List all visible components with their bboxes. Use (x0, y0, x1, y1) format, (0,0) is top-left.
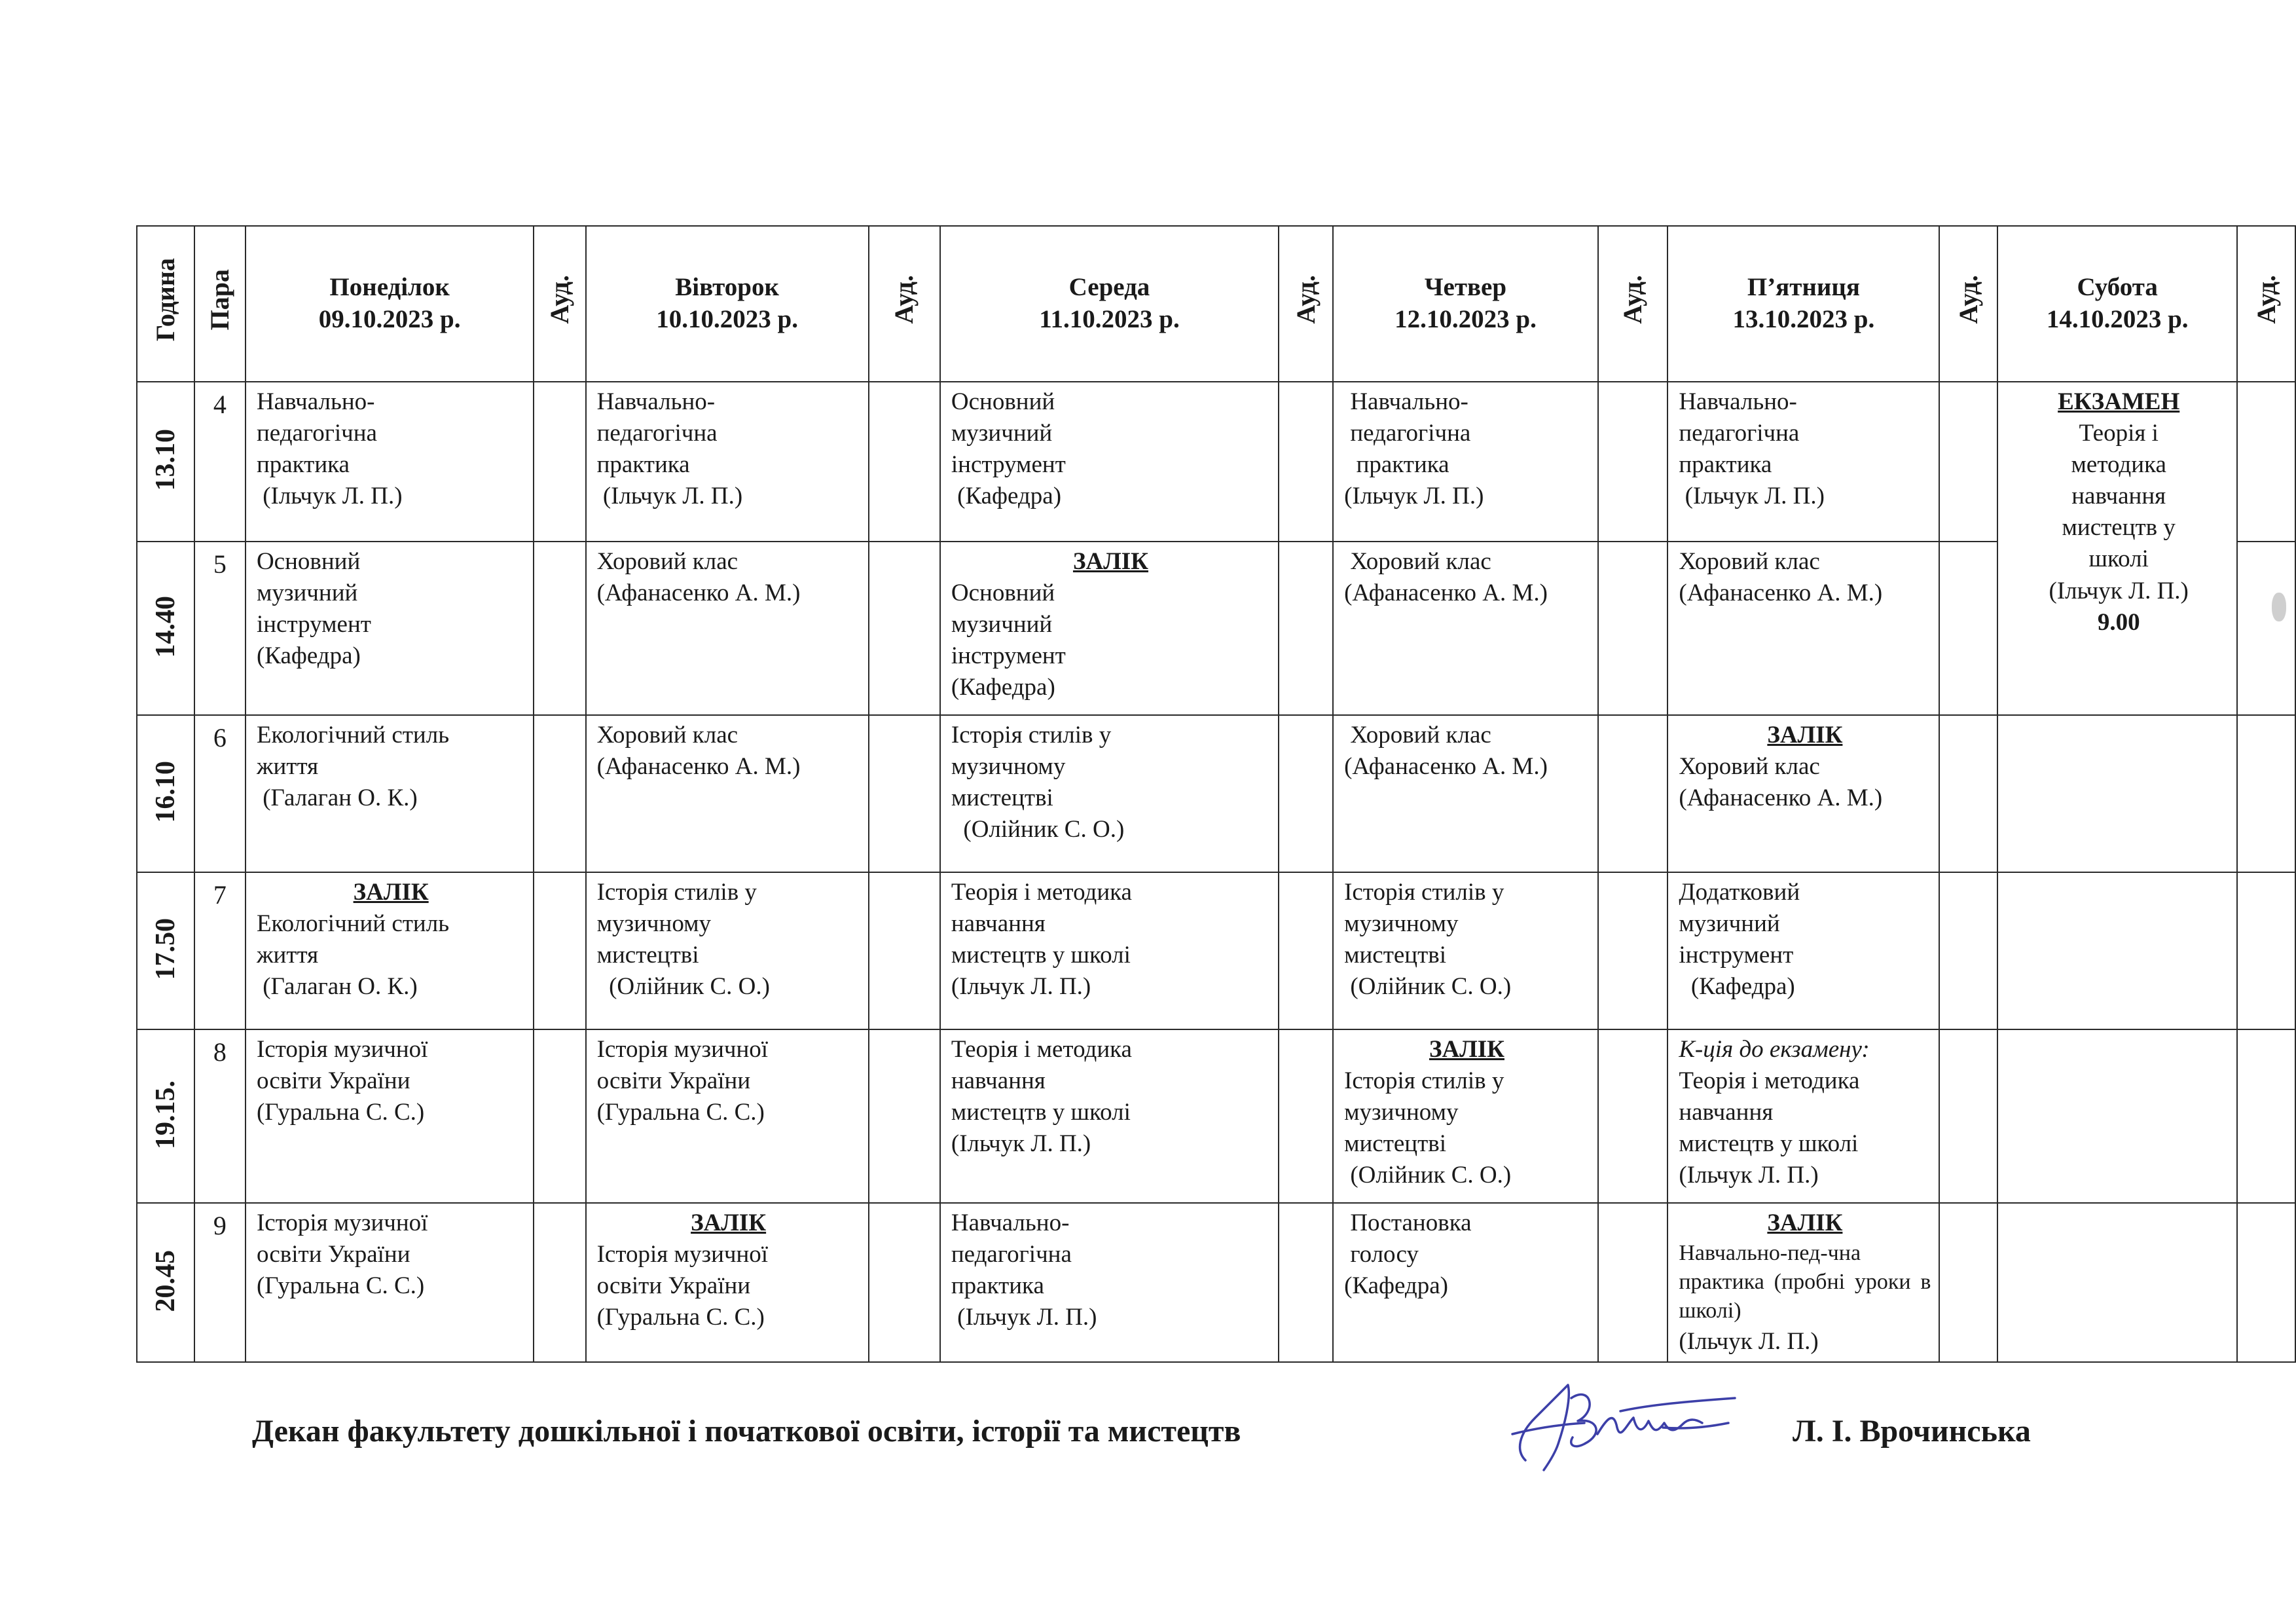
subject-line: мистецтві (596, 942, 699, 969)
header-saturday (1997, 226, 2237, 382)
exam-label: ЗАЛІК (1767, 722, 1843, 748)
exam-label: ЗАЛІК (1767, 1209, 1843, 1236)
day-name: Четвер (1424, 273, 1507, 302)
aud-cell (2237, 382, 2295, 542)
class-cell (586, 715, 869, 872)
schedule-row (137, 382, 2295, 542)
subject-line: музичному (951, 753, 1066, 781)
subject-line: (Кафедра) (1344, 1272, 1448, 1300)
class-cell (1667, 542, 1939, 715)
subject-line: практика (1344, 451, 1449, 479)
schedule-row (137, 1029, 2295, 1203)
aud-cell (1939, 1029, 1997, 1203)
aud-cell (1939, 1203, 1997, 1362)
class-cell (586, 542, 869, 715)
aud-cell (1939, 382, 1997, 542)
subject-line: голосу (1344, 1241, 1419, 1268)
aud-cell (2237, 542, 2295, 715)
header-aud: Ауд. (2237, 226, 2295, 382)
aud-cell (1279, 382, 1333, 542)
class-cell (1667, 1203, 1939, 1362)
subject-line: (Ільчук Л. П.) (1679, 1162, 1819, 1189)
subject-line: (Ільчук Л. П.) (951, 1130, 1091, 1158)
class-cell-empty (1997, 1203, 2237, 1362)
subject-line: (Афанасенко А. М.) (1679, 580, 1883, 607)
subject-line: мистецтві (1344, 942, 1447, 969)
subject-line: (Кафедра) (951, 674, 1055, 701)
class-cell-empty (1997, 1029, 2237, 1203)
header-row (137, 226, 2295, 382)
aud-cell (869, 382, 940, 542)
subject-line: мистецтв у школі (951, 1099, 1131, 1126)
aud-cell (1598, 1029, 1667, 1203)
subject-line: педагогічна (256, 420, 377, 447)
subject-line: (Олійник С. О.) (1344, 973, 1512, 1001)
subject-line: методика (2071, 451, 2166, 479)
aud-cell (2237, 872, 2295, 1029)
class-cell (246, 1029, 534, 1203)
subject-line: (Олійник С. О.) (1344, 1162, 1512, 1189)
class-cell (1667, 1029, 1939, 1203)
aud-cell (1939, 872, 1997, 1029)
subject-line: (Гуральна С. С.) (256, 1272, 425, 1300)
subject-line: Теорія і (2079, 420, 2159, 447)
subject-line: музичний (951, 420, 1053, 447)
time-cell: 14.40 (137, 542, 194, 715)
aud-cell (1598, 715, 1667, 872)
subject-line: Хоровий клас (1344, 722, 1491, 748)
subject-line: (Олійник С. О.) (596, 973, 770, 1001)
subject-line: (Гуральна С. С.) (596, 1099, 765, 1126)
time-cell: 13.10 (137, 382, 194, 542)
header-aud: Ауд. (869, 226, 940, 382)
schedule-table (136, 225, 2296, 1363)
subject-line: Додатковий (1679, 879, 1800, 906)
schedule-row (137, 872, 2295, 1029)
subject-line: музичному (596, 910, 712, 938)
subject-line: музичний (1679, 910, 1780, 938)
subject-line: життя (256, 942, 319, 969)
subject-line: Теорія і методика (951, 1036, 1132, 1063)
subject-line: Основний (951, 388, 1055, 415)
subject-line: Основний (951, 580, 1055, 607)
header-para: Пара (194, 226, 246, 382)
para-cell: 6 (194, 715, 246, 872)
class-cell (940, 382, 1279, 542)
time-cell: 16.10 (137, 715, 194, 872)
subject-line: Хоровий клас (596, 722, 738, 748)
subject-line: Історія музичної (256, 1209, 428, 1236)
class-cell (1667, 715, 1939, 872)
subject-line: (Ільчук Л. П.) (1344, 483, 1484, 510)
subject-line: (Галаган О. К.) (256, 973, 418, 1001)
class-cell (246, 1203, 534, 1362)
dean-name: Л. І. Врочинська (1793, 1414, 2031, 1449)
day-name: Вівторок (675, 273, 779, 302)
para-cell: 5 (194, 542, 246, 715)
para-cell: 9 (194, 1203, 246, 1362)
aud-cell (869, 715, 940, 872)
class-cell (1333, 382, 1598, 542)
schedule-row (137, 715, 2295, 872)
subject-line: мистецтв у школі (1679, 1130, 1859, 1158)
signature-graphic (1499, 1372, 1761, 1477)
aud-cell (2237, 1203, 2295, 1362)
subject-line: (Олійник С. О.) (951, 816, 1125, 843)
subject-line: життя (256, 753, 319, 781)
header-friday (1667, 226, 1939, 382)
subject-line: (Гуральна С. С.) (256, 1099, 425, 1126)
class-cell (1333, 1203, 1598, 1362)
aud-cell (869, 542, 940, 715)
class-cell (246, 542, 534, 715)
class-cell (586, 1203, 869, 1362)
aud-cell (534, 1029, 585, 1203)
subject-line: освіти України (596, 1067, 751, 1095)
time-cell: 19.15. (137, 1029, 194, 1203)
aud-cell (869, 1203, 940, 1362)
subject-line: практика (951, 1272, 1044, 1300)
day-date: 09.10.2023 р. (318, 305, 461, 333)
schedule-row (137, 542, 2295, 715)
subject-line: Основний (256, 548, 361, 575)
class-cell (586, 1029, 869, 1203)
subject-line: інструмент (951, 642, 1066, 670)
aud-cell (1598, 872, 1667, 1029)
aud-cell (1279, 1203, 1333, 1362)
aud-cell (869, 872, 940, 1029)
subject-line: навчання (1679, 1099, 1774, 1126)
aud-cell (1939, 542, 1997, 715)
subject-line: (Афанасенко А. М.) (596, 753, 801, 781)
subject-line: (Галаган О. К.) (256, 784, 418, 812)
subject-line: школі (2088, 545, 2149, 573)
dean-title: Декан факультету дошкільної і початкової освіти, історії та мистецтв (252, 1414, 1241, 1449)
header-time: Година (137, 226, 194, 382)
subject-line: Навчально- (1344, 388, 1468, 415)
aud-cell (534, 715, 585, 872)
subject-line: (Ільчук Л. П.) (951, 1304, 1097, 1331)
subject-line: навчання (951, 910, 1046, 938)
time-cell: 20.45 (137, 1203, 194, 1362)
subject-line: (Кафедра) (1679, 973, 1795, 1001)
subject-line: навчання (951, 1067, 1046, 1095)
exam-label: ЕКЗАМЕН (2058, 388, 2180, 415)
subject-line: інструмент (256, 611, 371, 638)
day-name: Середа (1068, 273, 1150, 302)
aud-cell (534, 542, 585, 715)
aud-cell (1598, 1203, 1667, 1362)
day-date: 14.10.2023 р. (2046, 305, 2189, 333)
day-date: 13.10.2023 р. (1732, 305, 1875, 333)
subject-line: Історія стилів у (1344, 1067, 1504, 1095)
para-cell: 7 (194, 872, 246, 1029)
aud-cell (1598, 542, 1667, 715)
header-aud: Ауд. (534, 226, 585, 382)
subject-line: практика (1679, 451, 1772, 479)
class-cell (586, 382, 869, 542)
subject-line: навчання (2071, 483, 2166, 510)
exam-label: ЗАЛІК (353, 879, 429, 906)
subject-line: освіти України (596, 1272, 751, 1300)
subject-line: Теорія і методика (951, 879, 1132, 906)
subject-line: практика (256, 451, 350, 479)
subject-line: Екологічний стиль (256, 722, 450, 748)
para-cell: 8 (194, 1029, 246, 1203)
subject-line: Постановка (1344, 1209, 1472, 1236)
class-cell-empty (1997, 715, 2237, 872)
aud-cell (534, 872, 585, 1029)
subject-line: Хоровий клас (1679, 753, 1820, 781)
class-cell (1667, 382, 1939, 542)
class-cell (1333, 872, 1598, 1029)
para-cell: 4 (194, 382, 246, 542)
margin-mark (2272, 593, 2286, 621)
header-aud: Ауд. (1939, 226, 1997, 382)
day-date: 10.10.2023 р. (656, 305, 798, 333)
subject-line: музичному (1344, 910, 1459, 938)
aud-cell (1279, 872, 1333, 1029)
day-name: Субота (2077, 273, 2158, 302)
class-cell (940, 715, 1279, 872)
subject-line: Хоровий клас (1344, 548, 1491, 575)
subject-line: музичний (256, 580, 358, 607)
header-monday (246, 226, 534, 382)
aud-cell (1279, 542, 1333, 715)
subject-line: Навчально- (951, 1209, 1070, 1236)
class-cell (940, 1029, 1279, 1203)
schedule-body (137, 382, 2295, 1362)
subject-line: Історія стилів у (951, 722, 1112, 748)
class-cell (246, 872, 534, 1029)
class-cell-empty (1997, 872, 2237, 1029)
class-cell (246, 715, 534, 872)
subject-line: Навчально- (256, 388, 375, 415)
class-cell (1333, 715, 1598, 872)
subject-line: Історія музичної (596, 1241, 769, 1268)
header-aud: Ауд. (1598, 226, 1667, 382)
subject-line: (Гуральна С. С.) (596, 1304, 765, 1331)
aud-cell (534, 1203, 585, 1362)
aud-cell (1279, 1029, 1333, 1203)
subject-line: (Ільчук Л. П.) (1679, 483, 1825, 510)
subject-line: Хоровий клас (1679, 548, 1820, 575)
subject-line: освіти України (256, 1241, 410, 1268)
subject-line: мистецтв у школі (951, 942, 1131, 969)
exam-label: ЗАЛІК (1429, 1036, 1504, 1063)
aud-cell (869, 1029, 940, 1203)
subject-line: (Ільчук Л. П.) (256, 483, 403, 510)
subject-line: музичному (1344, 1099, 1459, 1126)
subject-line: інструмент (951, 451, 1066, 479)
subject-line: педагогічна (1679, 420, 1800, 447)
subject-line: Історія стилів у (596, 879, 757, 906)
subject-line: (Афанасенко А. М.) (1679, 784, 1883, 812)
subject-line: (Кафедра) (951, 483, 1062, 510)
subject-line: (Ільчук Л. П.) (596, 483, 743, 510)
class-cell (1667, 872, 1939, 1029)
subject-line: Навчально- (596, 388, 716, 415)
aud-cell (2237, 715, 2295, 872)
exam-time: 9.00 (2097, 608, 2140, 636)
subject-line: педагогічна (596, 420, 718, 447)
class-cell (1333, 1029, 1598, 1203)
saturday-exam-cell (1997, 382, 2237, 715)
day-date: 12.10.2023 р. (1394, 305, 1537, 333)
subject-line: (Афанасенко А. М.) (596, 580, 801, 607)
subject-line: (Афанасенко А. М.) (1344, 580, 1548, 607)
subject-line: мистецтві (1344, 1130, 1447, 1158)
subject-line: (Афанасенко А. М.) (1344, 753, 1548, 781)
subject-line: Історія музичної (256, 1036, 428, 1063)
class-cell (586, 872, 869, 1029)
exam-label: ЗАЛІК (691, 1209, 767, 1236)
aud-cell (2237, 1029, 2295, 1203)
subject-line: (Кафедра) (256, 642, 361, 670)
consultation-label: К-ція до екзамену: (1679, 1036, 1870, 1063)
subject-line: Навчально-пед-чна практика (пробні уроки в школі) (1679, 1241, 1931, 1323)
header-tuesday (586, 226, 869, 382)
aud-cell (534, 382, 585, 542)
header-wednesday (940, 226, 1279, 382)
class-cell (246, 382, 534, 542)
class-cell (940, 872, 1279, 1029)
subject-line: (Ільчук Л. П.) (951, 973, 1091, 1001)
day-name: Понеділок (329, 273, 450, 302)
subject-line: мистецтві (951, 784, 1053, 812)
time-cell: 17.50 (137, 872, 194, 1029)
exam-label: ЗАЛІК (1072, 548, 1148, 575)
subject-line: (Ільчук Л. П.) (2049, 577, 2189, 604)
subject-line: педагогічна (951, 1241, 1072, 1268)
subject-line: мистецтв у (2062, 514, 2176, 542)
schedule-row (137, 1203, 2295, 1362)
subject-line: (Ільчук Л. П.) (1679, 1327, 1819, 1355)
subject-line: Історія музичної (596, 1036, 769, 1063)
header-aud: Ауд. (1279, 226, 1333, 382)
subject-line: практика (596, 451, 690, 479)
subject-line: Хоровий клас (596, 548, 738, 575)
subject-line: Історія стилів у (1344, 879, 1504, 906)
subject-line: Навчально- (1679, 388, 1797, 415)
subject-line: музичний (951, 611, 1053, 638)
subject-line: Теорія і методика (1679, 1067, 1860, 1095)
class-cell (940, 542, 1279, 715)
day-date: 11.10.2023 р. (1039, 305, 1180, 333)
class-cell (940, 1203, 1279, 1362)
header-thursday (1333, 226, 1598, 382)
class-cell (1333, 542, 1598, 715)
subject-line: інструмент (1679, 942, 1794, 969)
aud-cell (1279, 715, 1333, 872)
subject-line: педагогічна (1344, 420, 1471, 447)
subject-line: освіти України (256, 1067, 410, 1095)
day-name: П’ятниця (1747, 273, 1860, 302)
aud-cell (1598, 382, 1667, 542)
subject-line: Екологічний стиль (256, 910, 450, 938)
aud-cell (1939, 715, 1997, 872)
